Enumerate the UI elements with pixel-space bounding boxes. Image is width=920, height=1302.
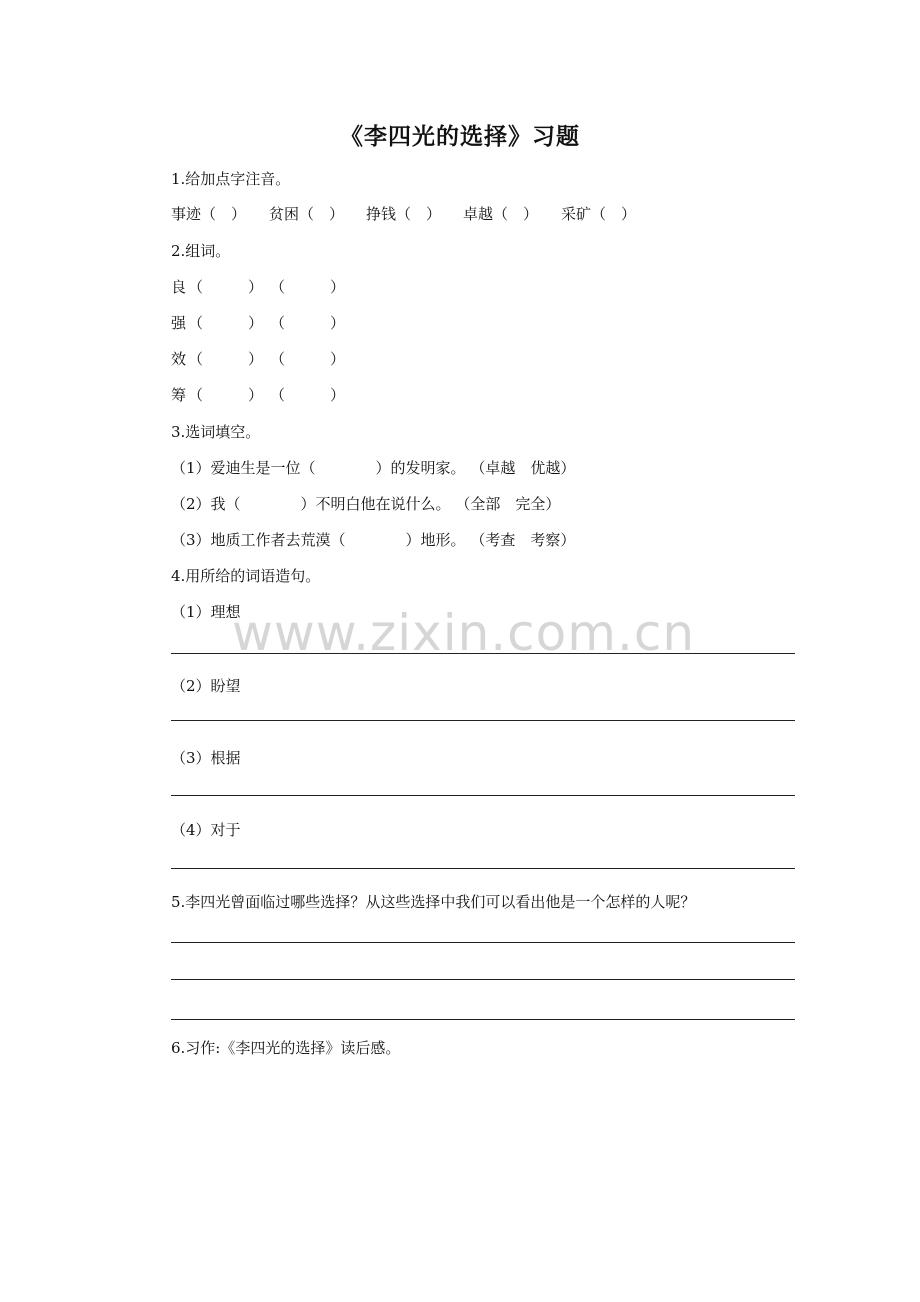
q2-heading: 2.组词。	[171, 242, 231, 260]
q1-heading: 1.给加点字注音。	[171, 170, 291, 188]
q2-slot: （ ）	[188, 350, 264, 368]
q2-slot: （ ）	[270, 350, 346, 368]
answer-line[interactable]	[171, 795, 795, 796]
q4-item: （3）根据	[171, 749, 241, 767]
q2-slot: （ ）	[188, 314, 264, 332]
q4-item: （2）盼望	[171, 677, 241, 695]
q4-heading: 4.用所给的词语造句。	[171, 567, 321, 585]
q2-char: 良	[171, 278, 187, 296]
q2-slot: （ ）	[270, 278, 346, 296]
q3-heading: 3.选词填空。	[171, 423, 261, 441]
answer-line[interactable]	[171, 942, 795, 943]
q4-item: （1）理想	[171, 603, 241, 621]
q2-char: 强	[171, 314, 187, 332]
answer-line[interactable]	[171, 979, 795, 980]
q4-item: （4）对于	[171, 821, 241, 839]
answer-line[interactable]	[171, 1019, 795, 1020]
q1-item: 贫困（ ）	[269, 205, 345, 223]
answer-line[interactable]	[171, 653, 795, 654]
q2-slot: （ ）	[270, 314, 346, 332]
q2-char: 效	[171, 350, 187, 368]
q2-slot: （ ）	[188, 386, 264, 404]
q2-char: 筹	[171, 386, 187, 404]
q6-heading: 6.习作:《李四光的选择》读后感。	[171, 1039, 401, 1057]
q1-item: 事迹（ ）	[171, 205, 247, 223]
q1-item: 卓越（ ）	[463, 205, 539, 223]
q1-item: 挣钱（ ）	[366, 205, 442, 223]
answer-line[interactable]	[171, 720, 795, 721]
q1-item: 采矿（ ）	[561, 205, 637, 223]
q2-slot: （ ）	[270, 386, 346, 404]
q3-item: （1）爱迪生是一位（ ）的发明家。 （卓越 优越）	[171, 459, 576, 477]
q3-item: （2）我（ ）不明白他在说什么。 （全部 完全）	[171, 495, 561, 513]
q3-item: （3）地质工作者去荒漠（ ）地形。 （考查 考察）	[171, 531, 576, 549]
watermark: www.zixin.com.cn	[232, 604, 696, 662]
page-title: 《李四光的选择》习题	[340, 123, 580, 150]
q2-slot: （ ）	[188, 278, 264, 296]
answer-line[interactable]	[171, 868, 795, 869]
q5-heading: 5.李四光曾面临过哪些选择？从这些选择中我们可以看出他是一个怎样的人呢？	[171, 893, 696, 911]
